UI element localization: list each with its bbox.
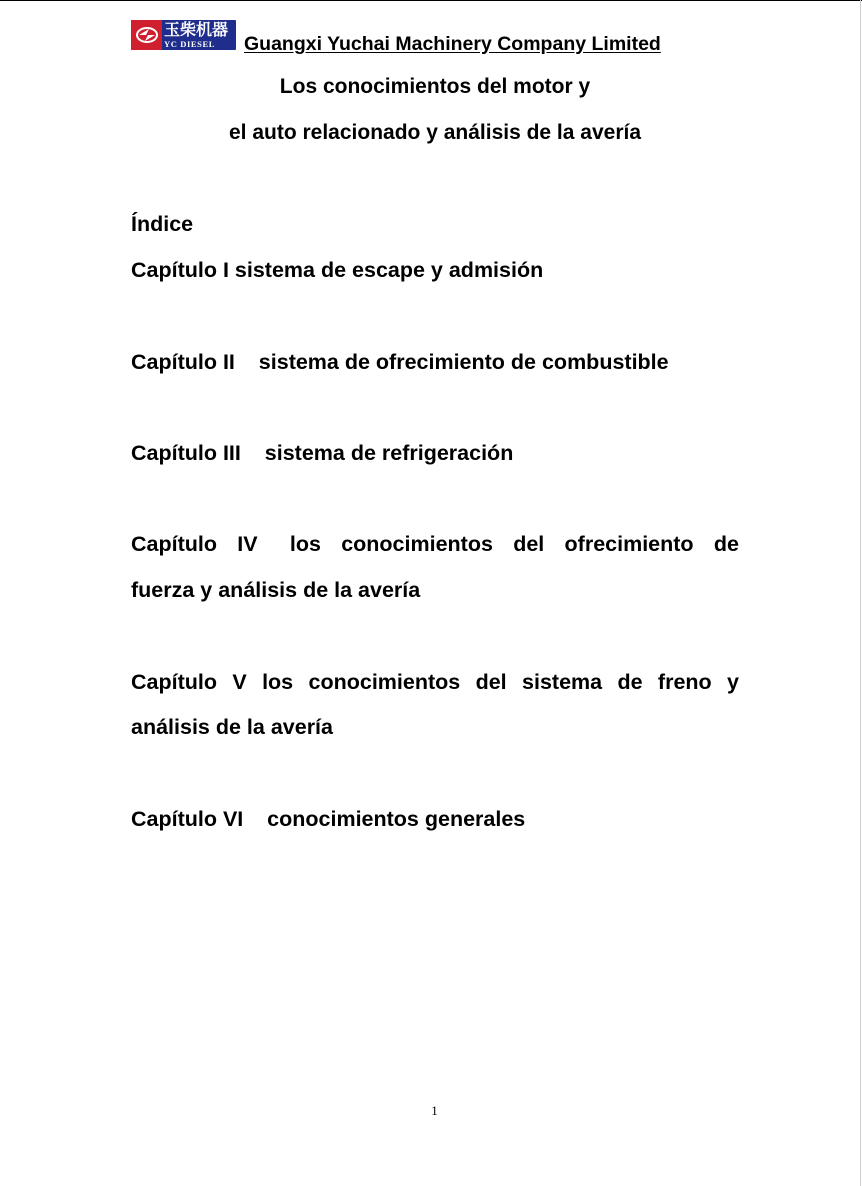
toc-chapter-4-word: del [513, 532, 545, 556]
toc-chapter-1: Capítulo I sistema de escape y admisión [131, 258, 544, 282]
page-number: 1 [431, 1103, 438, 1118]
toc-chapter-4-word: los [289, 532, 321, 556]
toc-chapter-5-word: de [617, 670, 643, 694]
toc-chapter-5-word: y [727, 670, 739, 694]
toc-heading: Índice [131, 212, 194, 236]
toc-chapter-5-word: del [475, 670, 507, 694]
toc-chapter-5-word: los [262, 670, 294, 694]
toc-chapter-5-word: conocimientos [308, 670, 461, 694]
toc-chapter-3: Capítulo III sistema de refrigeración [131, 441, 514, 465]
yc-diesel-logo [131, 20, 236, 50]
logo-chinese-text: 玉柴机器 [164, 20, 229, 39]
toc-chapter-4-word: conocimientos [341, 532, 493, 556]
toc-chapter-5-word: sistema [522, 670, 603, 694]
toc-chapter-5-word: Capítulo [131, 670, 217, 694]
toc-chapter-4-line-1 [131, 531, 739, 557]
company-name: Guangxi Yuchai Machinery Company Limited [244, 33, 661, 55]
document-title-line-1: Los conocimientos del motor y [279, 75, 591, 98]
logo-english-text: YC DIESEL [164, 39, 215, 49]
toc-chapter-4-line-2: fuerza y análisis de la avería [131, 578, 421, 602]
toc-chapter-2: Capítulo II sistema de ofrecimiento de combustible [131, 350, 669, 374]
toc-chapter-5-word: freno [657, 670, 712, 694]
toc-chapter-4-word: Capítulo [131, 532, 217, 556]
toc-chapter-6: Capítulo VI conocimientos generales [131, 807, 526, 831]
toc-chapter-4-word: IV [237, 532, 258, 556]
toc-chapter-4-word: ofrecimiento [564, 532, 694, 556]
right-border-line [860, 0, 861, 1186]
top-border-line [0, 0, 862, 1]
toc-chapter-5-word: V [232, 670, 247, 694]
yuchai-emblem-icon [135, 25, 159, 45]
document-title-line-2: el auto relacionado y análisis de la avería [228, 121, 642, 144]
toc-chapter-5-line-2: análisis de la avería [131, 715, 333, 739]
toc-chapter-5-line-1 [131, 669, 739, 695]
toc-chapter-4-word: de [713, 532, 739, 556]
